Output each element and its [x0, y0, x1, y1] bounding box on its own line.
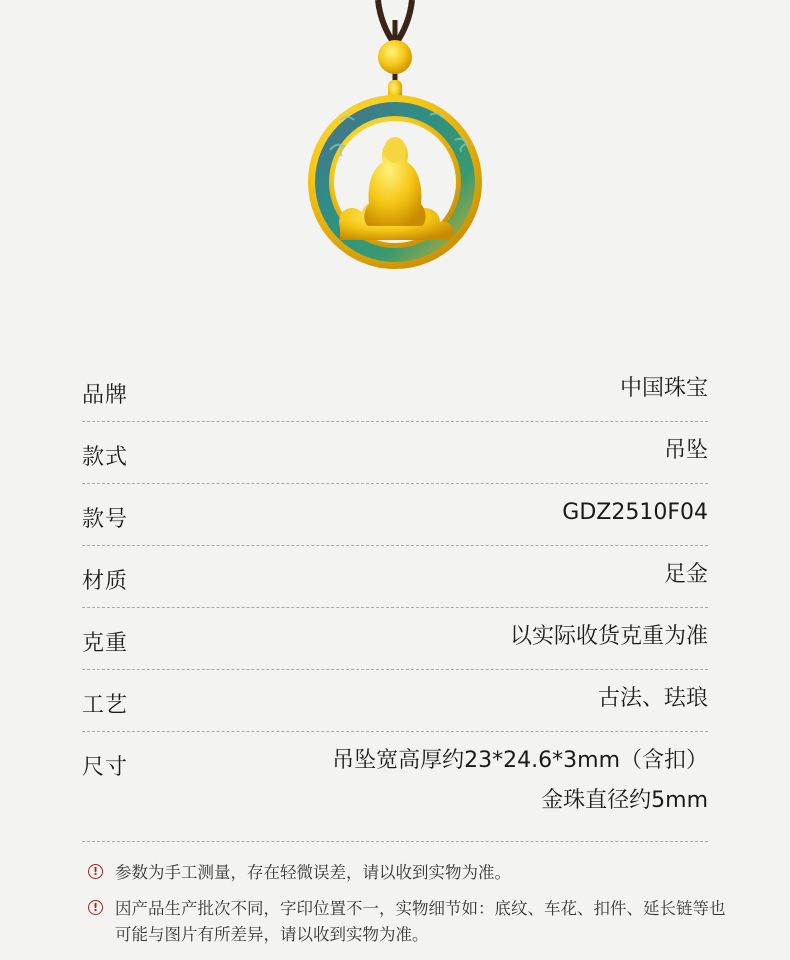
spec-label: 款号 [82, 507, 129, 532]
product-image [0, 0, 790, 330]
spec-label: 品牌 [82, 383, 129, 408]
spec-value-line: 吊坠宽高厚约23*24.6*3mm（含扣） [332, 748, 708, 773]
spec-table [82, 360, 708, 842]
note-text: 因产品生产批次不同，字印位置不一，实物细节如：底纹、车花、扣件、延长链等也可能与图片有所差异，请以收到实物为准。 [115, 899, 726, 944]
spec-value: 足金 [663, 562, 708, 587]
note-item [88, 860, 728, 886]
spec-label: 克重 [82, 631, 129, 656]
pendant-illustration [0, 0, 790, 330]
gold-bead [378, 40, 412, 74]
spec-row-craft [82, 670, 708, 732]
exclamation-circle-icon: ! [88, 900, 103, 915]
spec-row-material [82, 546, 708, 608]
spec-value-line: 金珠直径约5mm [541, 788, 708, 813]
spec-value: 古法、珐琅 [597, 686, 708, 711]
spec-value [332, 741, 708, 821]
spec-label: 尺寸 [82, 755, 129, 780]
spec-value: 以实际收货克重为准 [509, 624, 708, 649]
spec-label: 材质 [82, 569, 129, 594]
spec-value: 中国珠宝 [619, 376, 708, 401]
spec-label: 款式 [82, 445, 129, 470]
spec-row-model-number [82, 484, 708, 546]
spec-row-brand [82, 360, 708, 422]
note-item [88, 896, 728, 948]
spec-value: GDZ2510F04 [562, 500, 708, 525]
notes-section [88, 860, 728, 958]
spec-row-weight [82, 608, 708, 670]
spec-label: 工艺 [82, 693, 129, 718]
spec-row-size [82, 732, 708, 842]
spec-value: 吊坠 [663, 438, 708, 463]
exclamation-circle-icon: ! [88, 864, 103, 879]
note-text: 参数为手工测量，存在轻微误差，请以收到实物为准。 [115, 863, 511, 882]
spec-row-style [82, 422, 708, 484]
